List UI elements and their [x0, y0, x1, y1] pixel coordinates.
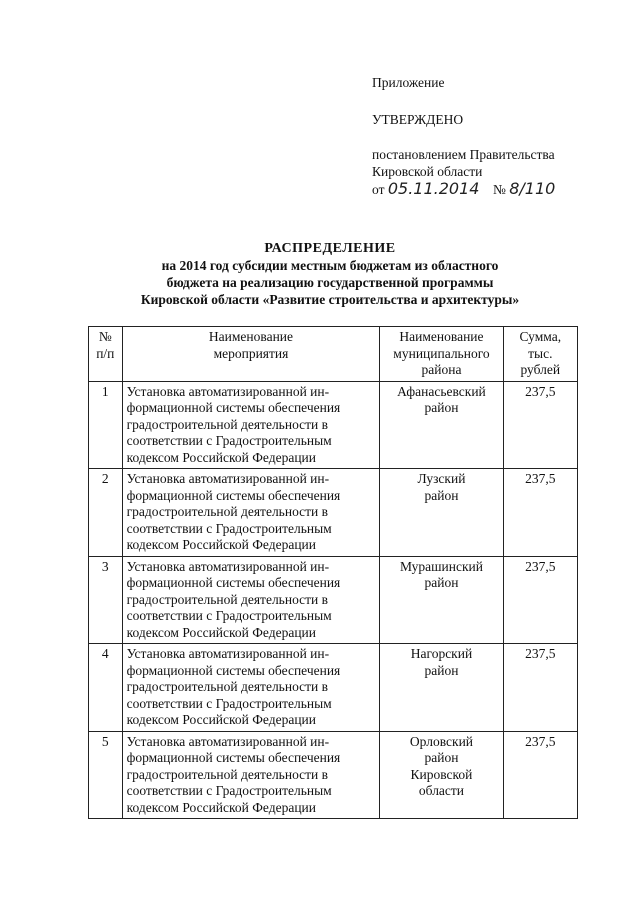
header-district: Наименование муниципального района [380, 327, 503, 382]
row-num: 1 [89, 381, 123, 469]
row-name: Установка автоматизированной ин- формационной системы обеспечения градостроительной деятельности в соответствии с Градостроительным кодексом Российской Федерации [122, 644, 380, 732]
row-name: Установка автоматизированной ин- формационной системы обеспечения градостроительной деятельности в соответствии с Градостроительным кодексом Российской Федерации [122, 556, 380, 644]
handwritten-number: 8/110 [509, 179, 556, 198]
approved-label: УТВЕРЖДЕНО [372, 112, 464, 127]
row-district: Нагорский район [380, 644, 503, 732]
header-sum: Сумма, тыс. рублей [503, 327, 577, 382]
row-num: 4 [89, 644, 123, 732]
decree-line-2: Кировской области [372, 164, 483, 179]
date-prefix: от [372, 182, 385, 197]
table-row [89, 731, 578, 819]
number-prefix: № [492, 182, 506, 197]
row-district: Мурашинский район [380, 556, 503, 644]
row-num: 3 [89, 556, 123, 644]
row-district: Афанасьевский район [380, 381, 503, 469]
appendix-label: Приложение [372, 75, 445, 90]
approval-block [372, 74, 622, 202]
table-row [89, 469, 578, 557]
row-sum: 237,5 [503, 381, 577, 469]
header-num: № п/п [89, 327, 123, 382]
handwritten-date: 05.11.2014 [387, 179, 480, 198]
row-name: Установка автоматизированной ин- формационной системы обеспечения градостроительной деятельности в соответствии с Градостроительным кодексом Российской Федерации [122, 469, 380, 557]
row-sum: 237,5 [503, 556, 577, 644]
row-sum: 237,5 [503, 644, 577, 732]
table-row [89, 644, 578, 732]
row-num: 2 [89, 469, 123, 557]
title-line-2: на 2014 год субсидии местным бюджетам из областного [161, 258, 499, 273]
header-name: Наименование мероприятия [122, 327, 380, 382]
title-line-4: Кировской области «Развитие строительства и архитектуры» [140, 292, 520, 307]
document-title [100, 240, 560, 308]
row-district: Лузский район [380, 469, 503, 557]
row-name: Установка автоматизированной ин- формационной системы обеспечения градостроительной деятельности в соответствии с Градостроительным кодексом Российской Федерации [122, 381, 380, 469]
row-sum: 237,5 [503, 469, 577, 557]
title-line-3: бюджета на реализацию государственной программы [166, 275, 494, 290]
table-row [89, 556, 578, 644]
row-district: Орловский район Кировской области [380, 731, 503, 819]
decree-date-number [372, 180, 622, 202]
distribution-table [88, 326, 578, 819]
table-row [89, 381, 578, 469]
title-heading: РАСПРЕДЕЛЕНИЕ [264, 241, 396, 256]
decree-line-1: постановлением Правительства [372, 147, 555, 162]
row-sum: 237,5 [503, 731, 577, 819]
row-name: Установка автоматизированной ин- формационной системы обеспечения градостроительной деятельности в соответствии с Градостроительным кодексом Российской Федерации [122, 731, 380, 819]
table-header-row [89, 327, 578, 382]
row-num: 5 [89, 731, 123, 819]
